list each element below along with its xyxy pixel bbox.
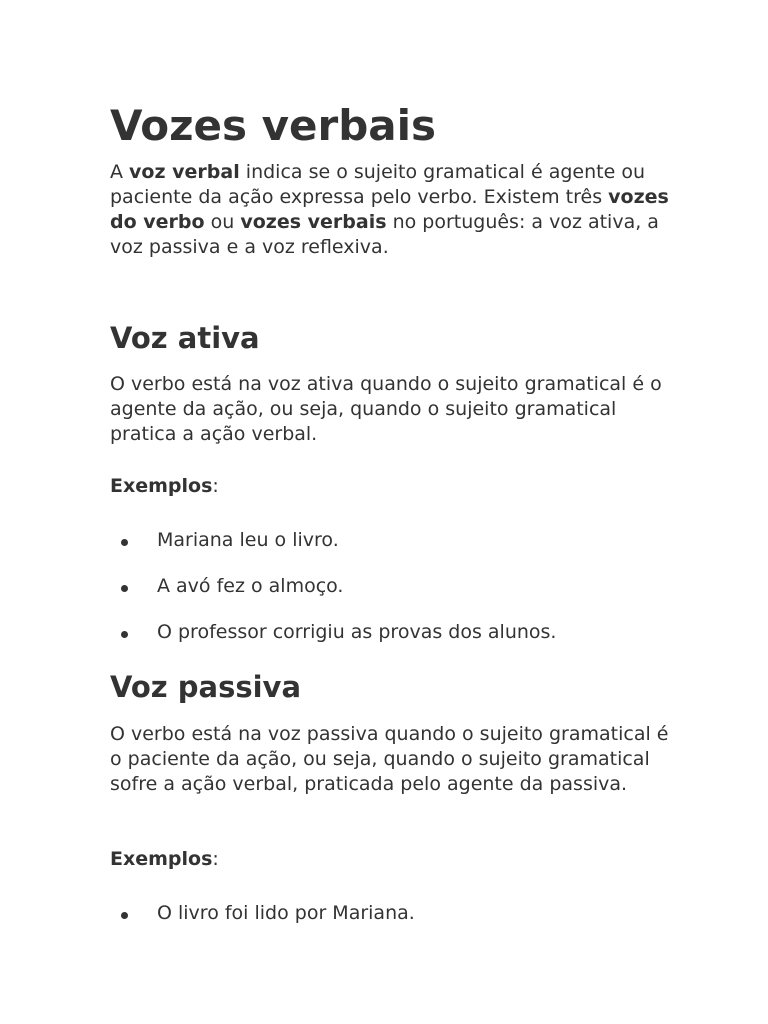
page-title: Vozes verbais (110, 101, 436, 150)
section-heading-voz-passiva: Voz passiva (110, 670, 302, 704)
bullet-icon (121, 631, 128, 638)
list-item-text: O professor corrigiu as provas dos alunos. (157, 621, 557, 643)
bullet-icon (121, 912, 128, 919)
examples-label-text: Exemplos (110, 848, 213, 870)
examples-label-text: Exemplos (110, 475, 213, 497)
examples-list-voz-ativa (110, 528, 670, 666)
list-item (110, 574, 670, 599)
intro-text-1: A (110, 161, 130, 183)
examples-list-voz-passiva (110, 901, 670, 947)
list-item (110, 528, 670, 553)
examples-label-voz-ativa (110, 474, 219, 499)
list-item (110, 901, 670, 926)
list-item (110, 620, 670, 645)
list-item-text: Mariana leu o livro. (157, 529, 339, 551)
intro-text-4: no português: a voz ativa, a voz passiva e a voz reflexiva. (110, 211, 659, 258)
intro-text-3: ou (204, 211, 241, 233)
section-text-voz-ativa: O verbo está na voz ativa quando o sujeito gramatical é o agente da ação, ou seja, quando o sujeito gramatical pratica a ação verbal. (110, 373, 662, 445)
intro-bold-vozes-do-verbo: vozes do verbo (110, 186, 669, 233)
bullet-icon (121, 585, 128, 592)
section-heading-voz-ativa: Voz ativa (110, 321, 260, 355)
bullet-icon (121, 539, 128, 546)
examples-label-colon: : (212, 475, 219, 497)
examples-label-voz-passiva (110, 847, 219, 872)
intro-bold-voz-verbal: voz verbal (129, 161, 240, 183)
intro-text-2: indica se o sujeito gramatical é agente ou paciente da ação expressa pelo verbo. Existem três (110, 161, 645, 208)
list-item-text: A avó fez o almoço. (157, 575, 344, 597)
list-item-text: O livro foi lido por Mariana. (157, 902, 415, 924)
intro-paragraph (110, 160, 670, 260)
section-text-voz-passiva: O verbo está na voz passiva quando o sujeito gramatical é o paciente da ação, ou seja, quando o sujeito gramatical sofre a ação verbal, praticada pelo agente da passiva. (110, 723, 669, 795)
examples-label-colon: : (212, 848, 219, 870)
intro-bold-vozes-verbais: vozes verbais (240, 211, 387, 233)
